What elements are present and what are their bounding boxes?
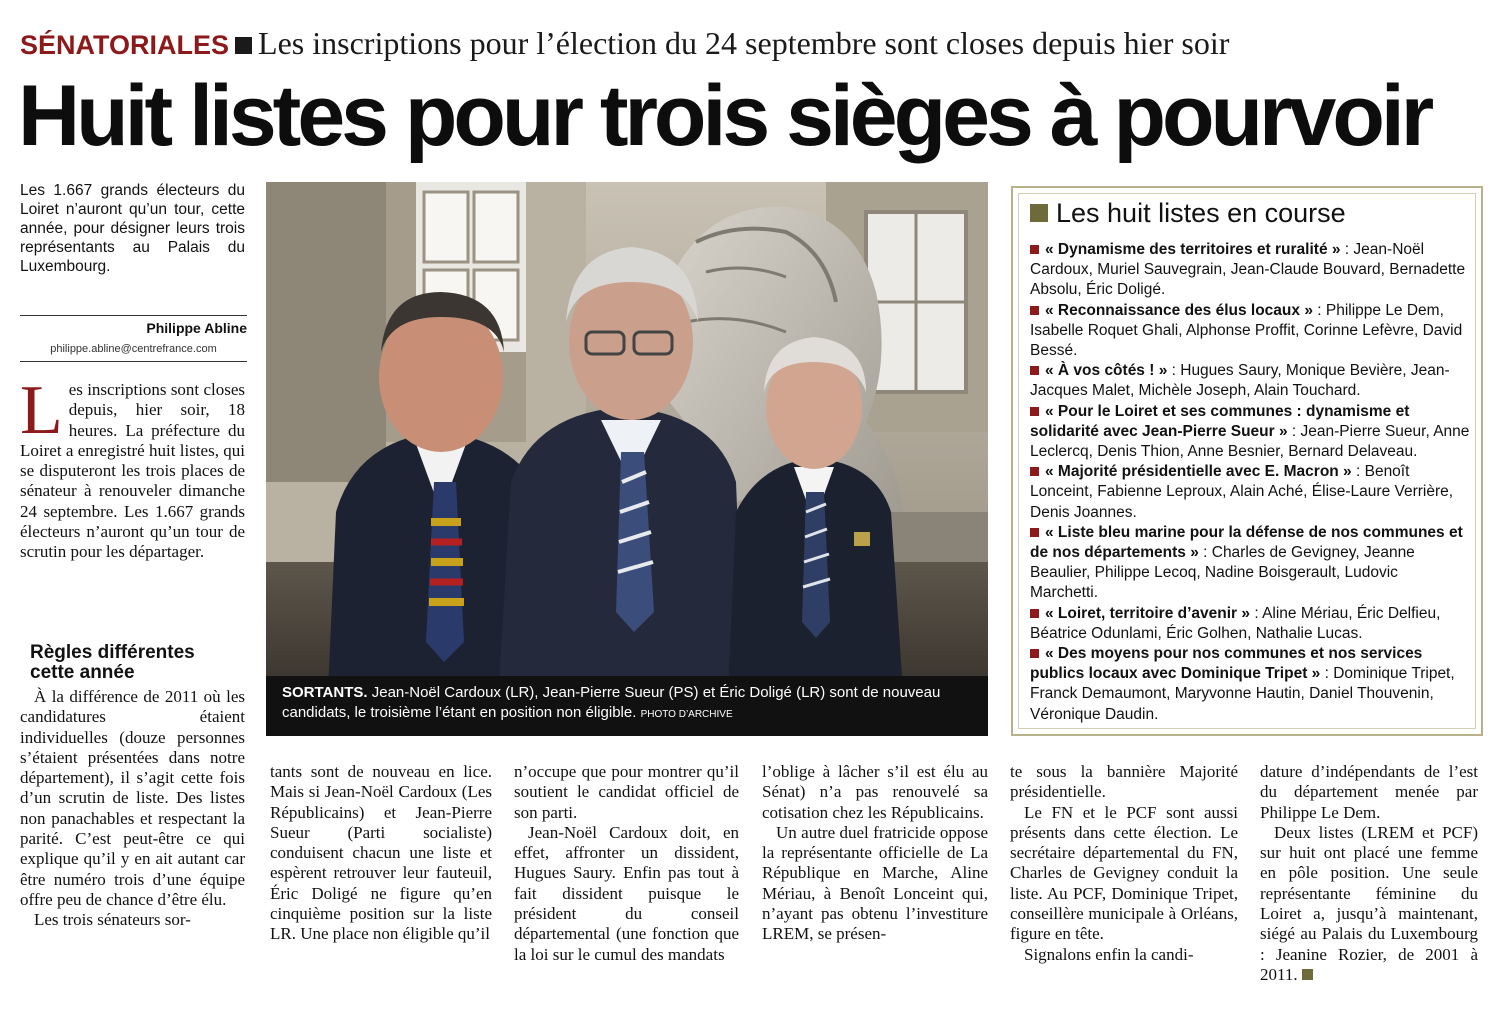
list-item [1030,604,1470,644]
article-column-2 [270,762,492,945]
paragraph: Les trois sénateurs sor- [34,910,191,930]
paragraph: Le FN et le PCF sont aussi présents dans cette élection. Le secrétaire départemental du FN, Charles de Gevigney conduit la liste. Au PCF, Dominique Tripet, conseillère municipale à Orléans, figure en tête. [1010,802,1238,944]
photo-illustration [266,182,988,736]
section-rubric: SÉNATORIALES [20,30,230,60]
list-item [1030,462,1470,523]
list-name: « Majorité présidentielle avec E. Macron » [1045,463,1352,481]
list-name: « Liste bleu marine pour la défense de nos communes et de nos départements » [1030,523,1463,562]
list-members: : Dominique Tripet, Franck Demaumont, Maryvonne Hautin, Daniel Thouvenin, Véronique Daudin. [1030,665,1455,723]
paragraph: Signalons enfin la candi- [1024,944,1194,964]
bullet-icon [1030,407,1039,416]
chapo: Les 1.667 grands électeurs du Loiret n’auront qu’un tour, cette année, pour désigner leurs trois représentants au Palais du Luxembourg. [20,182,245,275]
square-bullet-icon [1030,204,1048,222]
headline: Huit listes pour trois sièges à pourvoir [18,68,1431,164]
bullet-icon [1030,306,1039,315]
paragraph: À la différence de 2011 où les candidatures étaient individuelles (douze personnes s’étaient présentées dans notre département), il s’agit cette fois d’un scrutin de liste. Des listes non panachables et respectant la parité. C’est peut-être ce qui explique qu’il y en ait autant car être numéro trois d’une équipe offre peu de chance d’être élu. [20,687,245,909]
list-members: : Charles de Gevigney, Jeanne Beaulier, Philippe Lecoq, Nadine Boisgerault, Ludovic Marchetti. [1030,544,1415,602]
paragraph: tants sont de nouveau en lice. Mais si Jean-Noël Cardoux (Les Républicains) et Jean-Pierre Sueur (Parti socialiste) conduisent chacun une liste et espèrent retrouver leur fauteuil, Éric Doligé ne figure qu’en cinquième position sur la liste LR. Une place non éligible qu’il [270,762,492,944]
bullet-icon [1030,366,1039,375]
list-members: : Philippe Le Dem, Isabelle Roquet Ghali, Alphonse Proffit, Corinne Lefèvre, David Bessé. [1030,301,1463,360]
article-intro [20,372,245,563]
photo-credit: PHOTO D’ARCHIVE [640,709,733,720]
list-item [1030,523,1470,604]
article-column-6 [1260,762,1478,985]
paragraph: dature d’indépendants de l’est du département menée par Philippe Le Dem. [1260,762,1478,822]
paragraph: te sous la bannière Majorité présidentielle. [1010,762,1238,802]
list-name: « Des moyens pour nos communes et nos services publics locaux avec Dominique Tripet » [1030,645,1423,683]
caption-text: Jean-Noël Cardoux (LR), Jean-Pierre Sueur (PS) et Éric Doligé (LR) sont de nouveau candidats, le troisième l’étant en position non éligible. [282,684,941,721]
dropcap: L [20,372,63,449]
list-item [1030,644,1470,725]
paragraph: Jean-Noël Cardoux doit, en effet, affronter un dissident, Hugues Saury. Enfin pas tout à fait dissident puisque le président du conseil départemental (une fonction que la loi sur le cumul des mandats [514,822,739,964]
kicker [20,26,1229,67]
list-item [1030,361,1470,401]
article-column-4 [762,762,988,945]
divider [20,361,247,362]
paragraph: Un autre duel fratricide oppose la représentante officielle de La République en Marche, Aline Mériau, à Benoît Lonceint qui, n’ayant pas obtenu l’investiture LREM, se présen- [762,822,988,944]
bullet-icon [1030,467,1039,476]
list-name: « Reconnaissance des élus locaux » [1045,301,1313,319]
bullet-icon [1030,609,1039,618]
author-email[interactable]: philippe.abline@centrefrance.com [50,343,217,355]
list-name: « Loiret, territoire d’avenir » [1045,604,1251,622]
article-column-1 [20,687,245,931]
paragraph [1260,823,1478,985]
list-members: : Aline Mériau, Éric Delfieu, Béatrice Odunlami, Éric Golhen, Nathalie Lucas. [1030,604,1441,642]
article-column-3 [514,762,739,965]
list-item [1030,301,1470,362]
list-members: : Jean-Noël Cardoux, Muriel Sauvegrain, Jean-Claude Bouvard, Bernadette Absolu, Éric Doligé. [1030,241,1466,299]
paragraph: n’occupe que pour montrer qu’il soutient le candidat officiel de son parti. [514,762,739,822]
candidate-lists [1030,240,1470,725]
sidebar-title [1030,198,1346,229]
closing-text: Deux listes (LREM et PCF) sur huit ont placé une femme en pôle position. Une seule représentante féminine du Loiret a, jusqu’à maintenant, siégé au Palais du Luxembourg : Jeanine Rozier, de 2001 à 2011. [1260,822,1478,984]
article-column-5 [1010,762,1238,965]
divider [20,315,247,316]
photo-caption [266,676,988,736]
bullet-icon [1030,245,1039,254]
end-mark-icon [1302,969,1313,980]
paragraph: l’oblige à lâcher s’il est élu au Sénat) n’a pas renouvelé sa cotisation chez les Républicains. [762,762,988,822]
author-name: Philippe Abline [146,320,247,336]
subheading: Règles différentes cette année [30,642,195,683]
sidebar-title-text: Les huit listes en course [1056,198,1346,228]
bullet-icon [1030,649,1039,658]
list-name: « Dynamisme des territoires et ruralité » [1045,241,1341,258]
list-name: « Pour le Loiret et ses communes : dynamisme et solidarité avec Jean-Pierre Sueur » [1030,402,1410,440]
bullet-icon [1030,528,1039,537]
caption-lead: SORTANTS. [282,684,368,701]
article-photo [266,182,988,736]
list-item [1030,402,1470,463]
list-name: « À vos côtés ! » [1045,362,1168,380]
kicker-subtitle: Les inscriptions pour l’élection du 24 septembre sont closes depuis hier soir [258,25,1230,61]
list-members: : Benoît Lonceint, Fabienne Leproux, Alain Aché, Élise-Laure Verrière, Denis Joannes. [1030,463,1454,521]
list-members: : Hugues Saury, Monique Bevière, Jean-Jacques Malet, Michèle Joseph, Alain Touchard. [1030,362,1450,400]
intro-text: es inscriptions sont closes depuis, hier soir, 18 heures. La préfecture du Loiret a enregistré huit listes, qui se disputeront les trois places de sénateur à renouveler dimanche 24 septembre. Les 1.667 grands électeurs n’auront qu’un tour de scrutin pour les départager. [20,380,245,562]
list-members: : Jean-Pierre Sueur, Anne Leclercq, Denis Thion, Anne Besnier, Bernard Delaveau. [1030,422,1470,461]
square-bullet-icon [235,37,252,54]
list-item [1030,240,1470,301]
